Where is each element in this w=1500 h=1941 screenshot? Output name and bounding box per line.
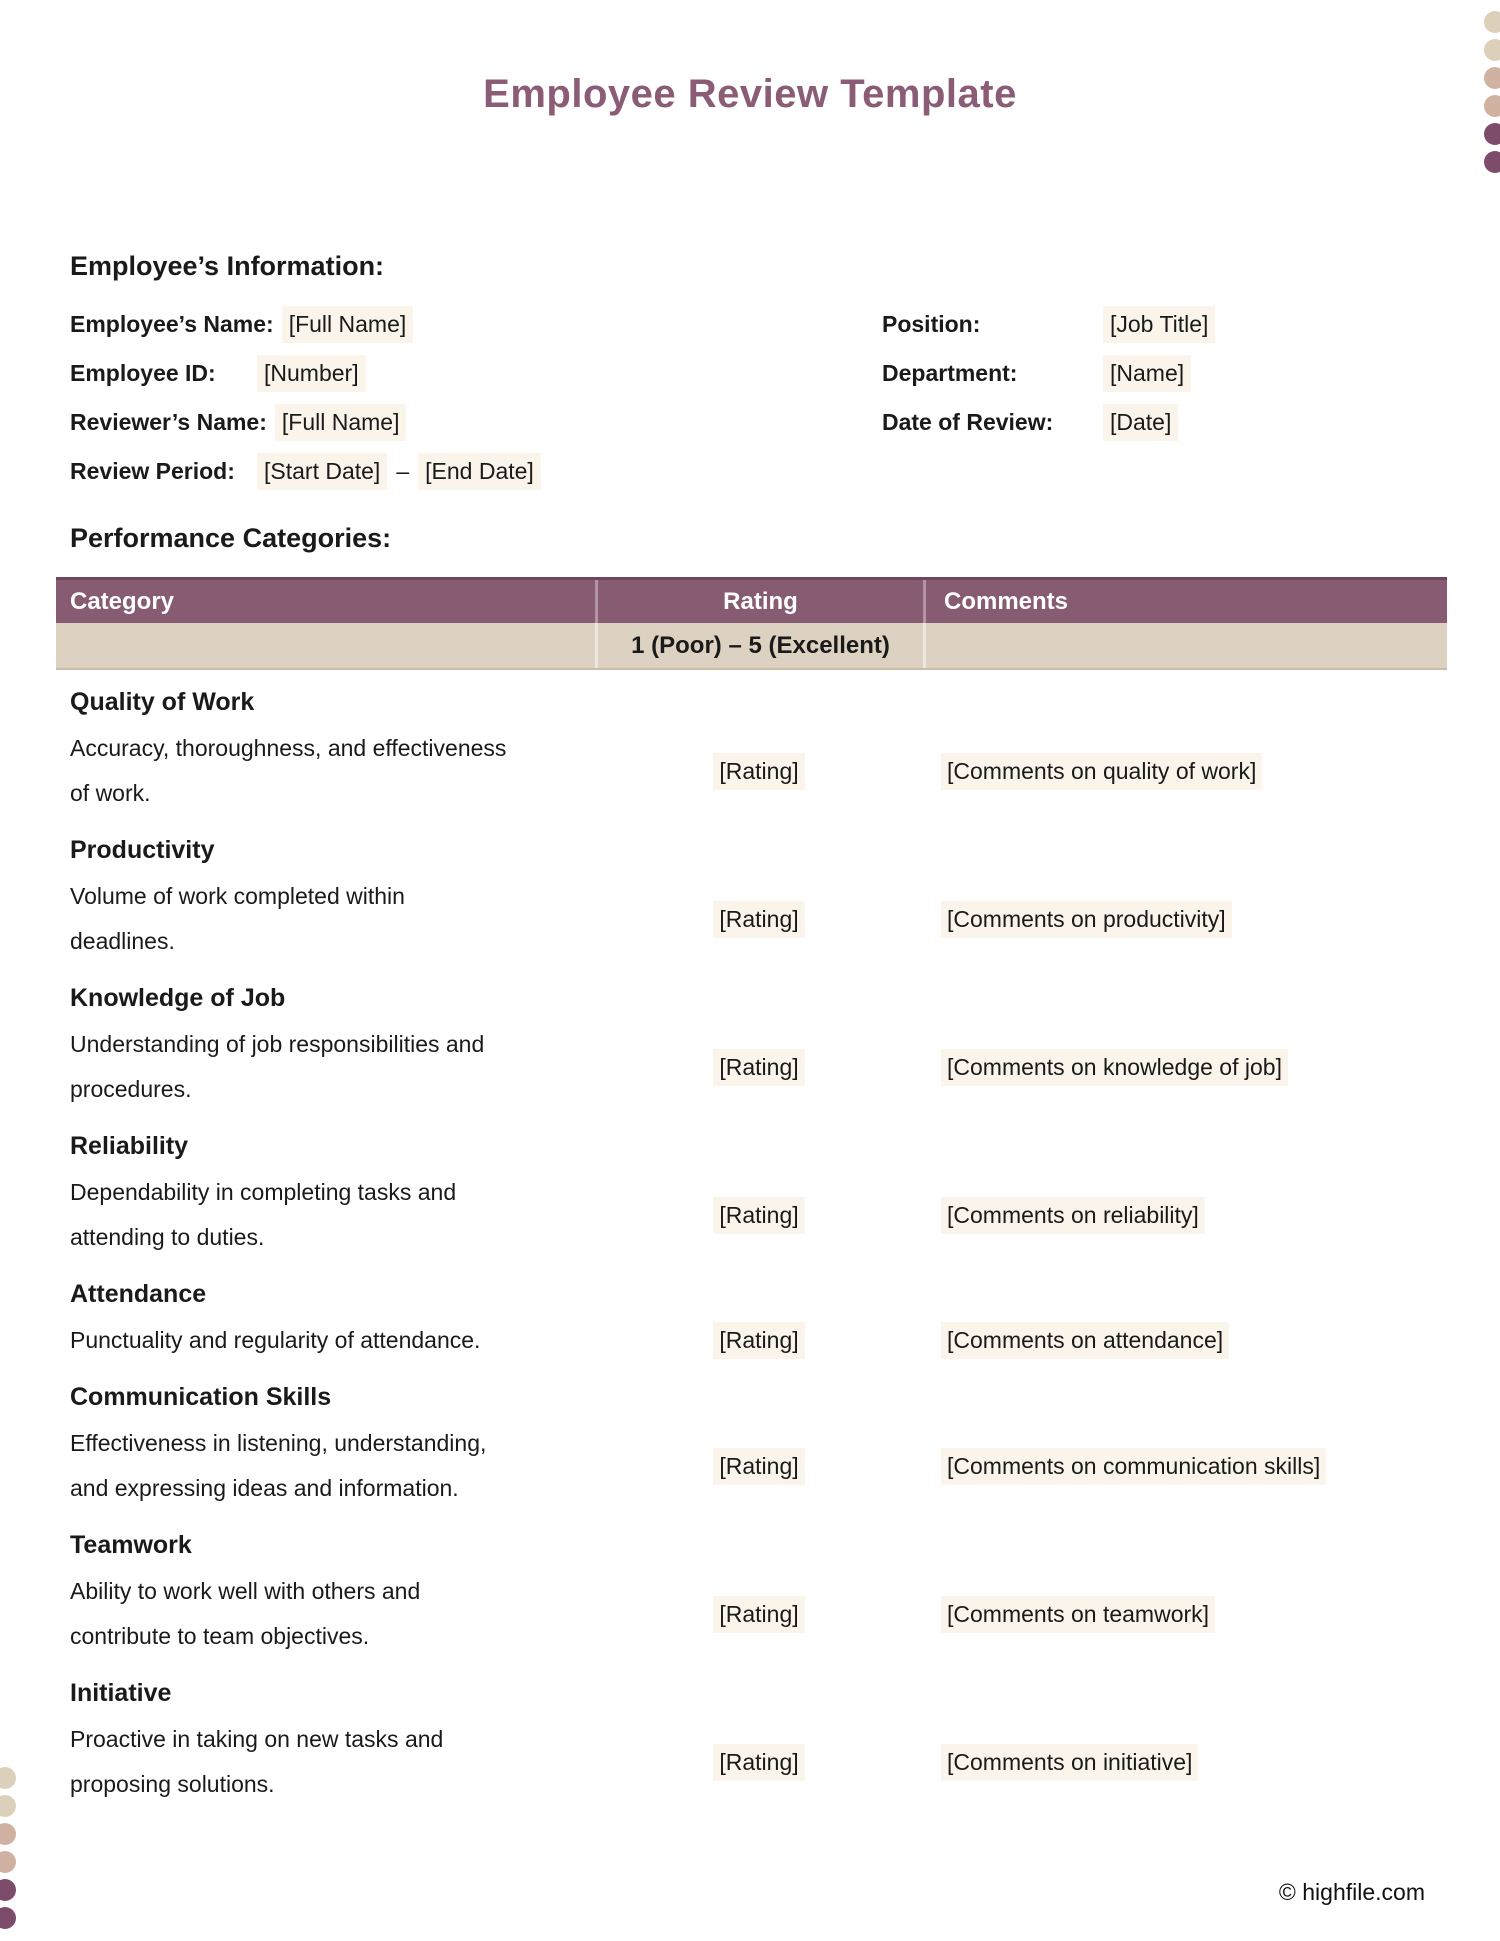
rating-placeholder[interactable]: [Rating] (713, 1049, 804, 1086)
field-label: Employee ID: (70, 360, 216, 386)
field-label: Department: (882, 360, 1018, 386)
category-description (56, 1569, 595, 1659)
rating-cell (595, 1318, 923, 1363)
column-header-category: Category (70, 587, 175, 615)
table-row (56, 1262, 1447, 1365)
comments-cell (923, 1318, 1447, 1363)
table-header-row (56, 577, 1447, 623)
comments-cell (923, 1170, 1447, 1260)
category-name: Communication Skills (70, 1383, 332, 1411)
description-line: Accuracy, thoroughness, and effectiveness (70, 735, 507, 761)
description-line: Understanding of job responsibilities and (70, 1031, 485, 1057)
comments-placeholder[interactable]: [Comments on teamwork] (941, 1596, 1215, 1633)
rating-cell (595, 1421, 923, 1511)
field-date-of-review (882, 398, 1215, 447)
comments-cell (923, 1022, 1447, 1112)
rating-cell (595, 1170, 923, 1260)
decorative-dot (0, 1795, 16, 1817)
table-subheader-row (56, 623, 1447, 670)
comments-placeholder[interactable]: [Comments on quality of work] (941, 753, 1262, 790)
rating-placeholder[interactable]: [Rating] (713, 1448, 804, 1485)
category-name: Productivity (70, 836, 215, 864)
decorative-dot (1484, 39, 1500, 61)
review-period-start-placeholder[interactable]: [Start Date] (257, 453, 387, 490)
column-header-comments: Comments (923, 580, 1447, 623)
comments-cell (923, 874, 1447, 964)
comments-cell (923, 1717, 1447, 1807)
employee-info-right-column (882, 300, 1215, 447)
field-department (882, 349, 1215, 398)
comments-cell (923, 1569, 1447, 1659)
comments-placeholder[interactable]: [Comments on productivity] (941, 901, 1232, 938)
rating-cell (595, 1022, 923, 1112)
decorative-dot (1484, 151, 1500, 173)
employee-name-placeholder[interactable]: [Full Name] (282, 306, 414, 343)
category-name: Quality of Work (70, 688, 255, 716)
table-row (56, 1661, 1447, 1809)
subheader-empty (923, 623, 1447, 668)
table-row (56, 966, 1447, 1114)
rating-placeholder[interactable]: [Rating] (713, 1744, 804, 1781)
description-line: Effectiveness in listening, understanding, (70, 1430, 487, 1456)
description-line: Ability to work well with others and (70, 1578, 421, 1604)
field-reviewer-name (70, 398, 1430, 447)
comments-placeholder[interactable]: [Comments on reliability] (941, 1197, 1205, 1234)
field-label: Position: (882, 311, 981, 337)
category-name: Reliability (70, 1132, 189, 1160)
comments-placeholder[interactable]: [Comments on knowledge of job] (941, 1049, 1288, 1086)
corner-dots-bottom-left (0, 1767, 16, 1929)
rating-cell (595, 726, 923, 816)
description-line: and expressing ideas and information. (70, 1475, 459, 1501)
description-line: Proactive in taking on new tasks and (70, 1726, 444, 1752)
table-row (56, 818, 1447, 966)
description-line: Volume of work completed within (70, 883, 405, 909)
category-description (56, 1170, 595, 1260)
rating-placeholder[interactable]: [Rating] (713, 1322, 804, 1359)
field-employee-name (70, 300, 1430, 349)
review-period-end-placeholder[interactable]: [End Date] (418, 453, 541, 490)
description-line: deadlines. (70, 928, 175, 954)
description-line: procedures. (70, 1076, 192, 1102)
rating-scale-label: 1 (Poor) – 5 (Excellent) (595, 623, 923, 668)
department-placeholder[interactable]: [Name] (1103, 355, 1191, 392)
decorative-dot (1484, 123, 1500, 145)
description-line: Dependability in completing tasks and (70, 1179, 457, 1205)
comments-cell (923, 1421, 1447, 1511)
reviewer-name-placeholder[interactable]: [Full Name] (275, 404, 407, 441)
category-description (56, 874, 595, 964)
decorative-dot (1484, 11, 1500, 33)
rating-placeholder[interactable]: [Rating] (713, 1197, 804, 1234)
table-row (56, 1365, 1447, 1513)
employee-info-section (70, 300, 1430, 496)
description-line: proposing solutions. (70, 1771, 275, 1797)
date-range-separator: – (396, 458, 410, 484)
category-description (56, 1022, 595, 1112)
category-name: Teamwork (70, 1531, 192, 1559)
subheader-empty (56, 623, 595, 668)
field-label: Reviewer’s Name: (70, 409, 267, 435)
comments-cell (923, 726, 1447, 816)
date-of-review-placeholder[interactable]: [Date] (1103, 404, 1178, 441)
decorative-dot (0, 1879, 16, 1901)
category-name: Initiative (70, 1679, 172, 1707)
description-line: of work. (70, 780, 151, 806)
employee-info-heading: Employee’s Information: (70, 251, 385, 281)
description-line: Punctuality and regularity of attendance. (70, 1327, 481, 1353)
rating-placeholder[interactable]: [Rating] (713, 901, 804, 938)
field-employee-id (70, 349, 1430, 398)
table-row (56, 1114, 1447, 1262)
footer-credit: © highfile.com (1278, 1879, 1425, 1905)
category-name: Attendance (70, 1280, 207, 1308)
comments-placeholder[interactable]: [Comments on initiative] (941, 1744, 1198, 1781)
page-title: Employee Review Template (483, 72, 1017, 116)
performance-table (56, 577, 1447, 1809)
table-row (56, 670, 1447, 818)
description-line: contribute to team objectives. (70, 1623, 370, 1649)
column-header-rating: Rating (595, 580, 923, 623)
field-position (882, 300, 1215, 349)
decorative-dot (0, 1767, 16, 1789)
employee-id-placeholder[interactable]: [Number] (257, 355, 366, 392)
rating-placeholder[interactable]: [Rating] (713, 1596, 804, 1633)
table-row (56, 1513, 1447, 1661)
rating-placeholder[interactable]: [Rating] (713, 753, 804, 790)
decorative-dot (0, 1907, 16, 1929)
category-description (56, 726, 595, 816)
description-line: attending to duties. (70, 1224, 265, 1250)
field-label: Date of Review: (882, 409, 1054, 435)
decorative-dot (0, 1823, 16, 1845)
field-label: Review Period: (70, 458, 235, 484)
category-description (56, 1421, 595, 1511)
comments-placeholder[interactable]: [Comments on communication skills] (941, 1448, 1326, 1485)
comments-placeholder[interactable]: [Comments on attendance] (941, 1322, 1229, 1359)
performance-categories-heading: Performance Categories: (70, 523, 392, 553)
decorative-dot (0, 1851, 16, 1873)
category-name: Knowledge of Job (70, 984, 286, 1012)
category-description (56, 1717, 595, 1807)
field-review-period (70, 447, 1430, 496)
field-label: Employee’s Name: (70, 311, 274, 337)
position-placeholder[interactable]: [Job Title] (1103, 306, 1215, 343)
category-description (56, 1318, 595, 1363)
rating-cell (595, 1717, 923, 1807)
rating-cell (595, 874, 923, 964)
rating-cell (595, 1569, 923, 1659)
